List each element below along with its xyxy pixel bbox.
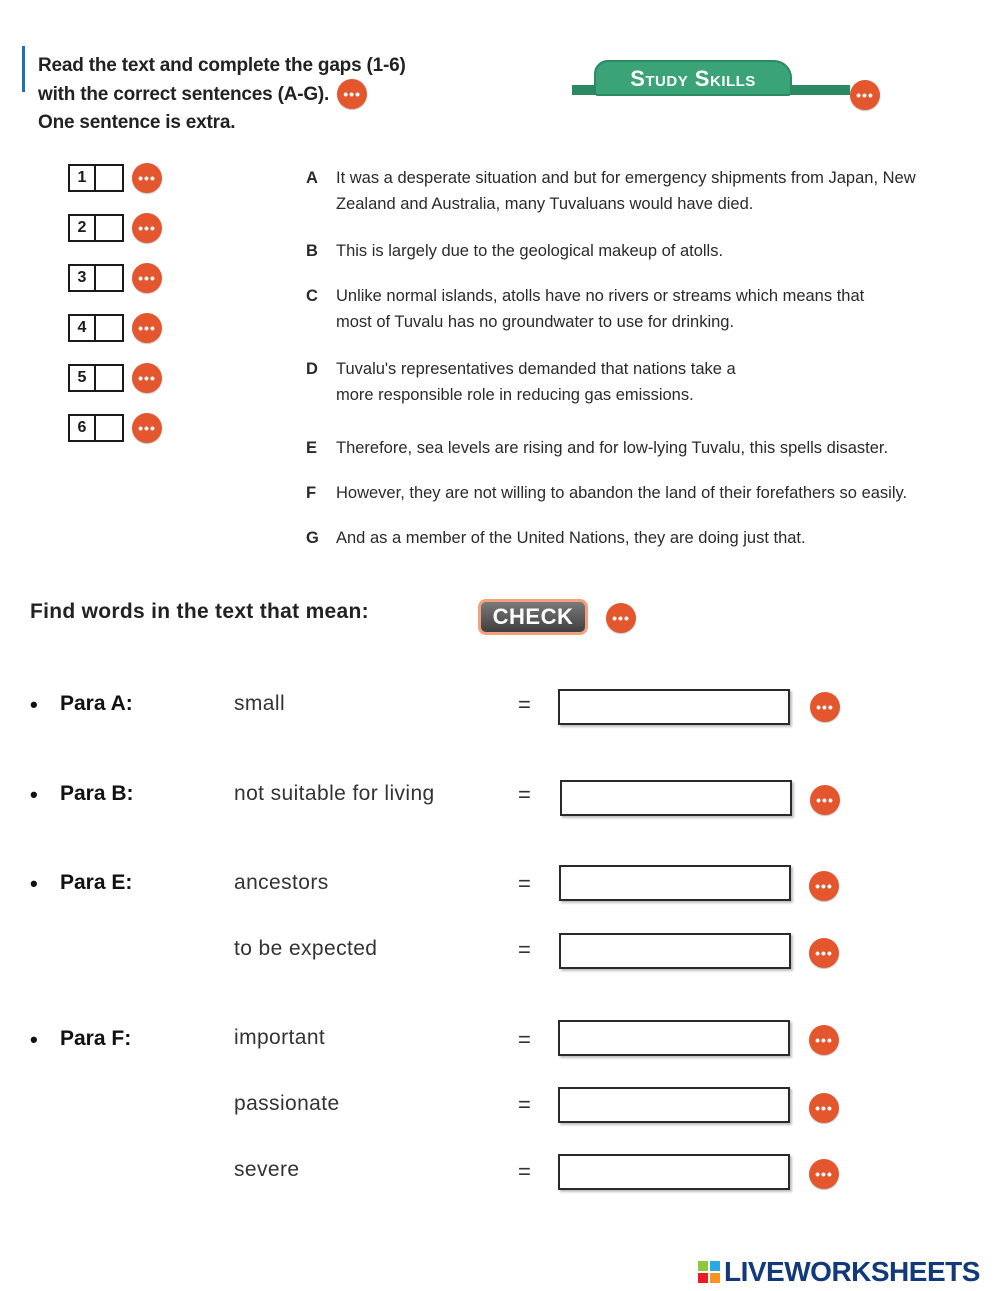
- gap-answer-field[interactable]: [96, 316, 122, 340]
- answer-input-passionate[interactable]: [558, 1087, 790, 1123]
- answer-dots-button[interactable]: •••: [809, 1025, 839, 1055]
- para-label: Para F:: [60, 1027, 132, 1050]
- gap-1-dots-button[interactable]: •••: [132, 163, 162, 193]
- option-text: This is largely due to the geological makeup of atolls.: [336, 242, 724, 260]
- study-skills-banner: [572, 60, 850, 104]
- liveworksheets-logo: [698, 1256, 980, 1288]
- answer-input-not-suitable-for-living[interactable]: [560, 780, 792, 816]
- answer-dots-button[interactable]: •••: [809, 1093, 839, 1123]
- option-text: Therefore, sea levels are rising and for low-lying Tuvalu, this spells disaster.: [336, 439, 889, 457]
- gap-answer-field[interactable]: [96, 416, 122, 440]
- equals-sign: =: [518, 1092, 531, 1117]
- equals-sign: =: [518, 871, 531, 896]
- equals-sign: =: [518, 782, 531, 807]
- gap-box-2[interactable]: [68, 214, 124, 242]
- instruction-accent-bar: [22, 46, 25, 92]
- instruction-line-2-text: with the correct sentences (A-G).: [38, 83, 330, 105]
- instructions: [38, 52, 406, 136]
- answer-input-severe[interactable]: [558, 1154, 790, 1190]
- target-word: small: [234, 692, 286, 715]
- bullet: •: [30, 1027, 38, 1052]
- gap-number: 2: [70, 216, 96, 240]
- target-word: to be expected: [234, 937, 378, 960]
- answer-dots-button[interactable]: •••: [809, 938, 839, 968]
- option-text: Tuvalu's representatives demanded that nations take a more responsible role in reducing gas emissions.: [336, 360, 736, 404]
- option-letter: F: [306, 484, 317, 502]
- gap-3-dots-button[interactable]: •••: [132, 263, 162, 293]
- option-letter: B: [306, 242, 318, 260]
- target-word: passionate: [234, 1092, 340, 1115]
- gap-box-5[interactable]: [68, 364, 124, 392]
- para-label: Para E:: [60, 871, 133, 894]
- answer-input-to-be-expected[interactable]: [559, 933, 791, 969]
- option-text: And as a member of the United Nations, they are doing just that.: [336, 529, 806, 547]
- gap-box-1[interactable]: [68, 164, 124, 192]
- instruction-line-1: Read the text and complete the gaps (1-6): [38, 55, 406, 76]
- target-word: ancestors: [234, 871, 329, 894]
- answer-dots-button[interactable]: •••: [810, 785, 840, 815]
- equals-sign: =: [518, 1159, 531, 1184]
- equals-sign: =: [518, 692, 531, 717]
- logo-brand-text: LIVEWORKSHEETS: [724, 1256, 980, 1287]
- gap-number: 3: [70, 266, 96, 290]
- target-word: important: [234, 1026, 326, 1049]
- answer-dots-button[interactable]: •••: [809, 1159, 839, 1189]
- bullet: •: [30, 692, 38, 717]
- gap-number: 5: [70, 366, 96, 390]
- study-skills-dots-button[interactable]: •••: [850, 80, 880, 110]
- option-letter: C: [306, 287, 318, 305]
- option-letter: G: [306, 529, 319, 547]
- answer-dots-button[interactable]: •••: [810, 692, 840, 722]
- gap-2-dots-button[interactable]: •••: [132, 213, 162, 243]
- para-label: Para B:: [60, 782, 134, 805]
- target-word: severe: [234, 1158, 300, 1181]
- bullet: •: [30, 871, 38, 896]
- gap-5-dots-button[interactable]: •••: [132, 363, 162, 393]
- target-word: not suitable for living: [234, 782, 435, 805]
- gap-number: 1: [70, 166, 96, 190]
- gap-6-dots-button[interactable]: •••: [132, 413, 162, 443]
- option-text: It was a desperate situation and but for emergency shipments from Japan, New Zealand and Australia, many Tuvaluans would have died.: [336, 169, 916, 213]
- option-text: However, they are not willing to abandon the land of their forefathers so easily.: [336, 484, 908, 502]
- gap-answer-field[interactable]: [96, 266, 122, 290]
- answer-dots-button[interactable]: •••: [809, 871, 839, 901]
- option-text: Unlike normal islands, atolls have no rivers or streams which means that most of Tuvalu has no groundwater to use for drinking.: [336, 287, 865, 331]
- instruction-line-3: One sentence is extra.: [38, 112, 236, 133]
- equals-sign: =: [518, 1027, 531, 1052]
- gap-answer-field[interactable]: [96, 216, 122, 240]
- find-words-title: Find words in the text that mean:: [30, 600, 369, 623]
- equals-sign: =: [518, 937, 531, 962]
- check-button[interactable]: CHECK: [478, 599, 588, 635]
- answer-input-important[interactable]: [558, 1020, 790, 1056]
- logo-blocks-icon: [698, 1261, 720, 1283]
- gap-box-4[interactable]: [68, 314, 124, 342]
- check-dots-button[interactable]: •••: [606, 603, 636, 633]
- option-letter: E: [306, 439, 318, 457]
- bullet: •: [30, 782, 38, 807]
- gap-box-6[interactable]: [68, 414, 124, 442]
- gap-box-3[interactable]: [68, 264, 124, 292]
- answer-input-ancestors[interactable]: [559, 865, 791, 901]
- gap-answer-field[interactable]: [96, 166, 122, 190]
- instruction-line-2: [38, 79, 406, 109]
- gap-number: 6: [70, 416, 96, 440]
- gap-number: 4: [70, 316, 96, 340]
- option-letter: A: [306, 169, 318, 187]
- para-label: Para A:: [60, 692, 133, 715]
- study-skills-label: Study Skills: [630, 66, 756, 91]
- gap-answer-field[interactable]: [96, 366, 122, 390]
- instruction-audio-button[interactable]: •••: [337, 79, 367, 109]
- answer-input-small[interactable]: [558, 689, 790, 725]
- gap-4-dots-button[interactable]: •••: [132, 313, 162, 343]
- option-letter: D: [306, 360, 318, 378]
